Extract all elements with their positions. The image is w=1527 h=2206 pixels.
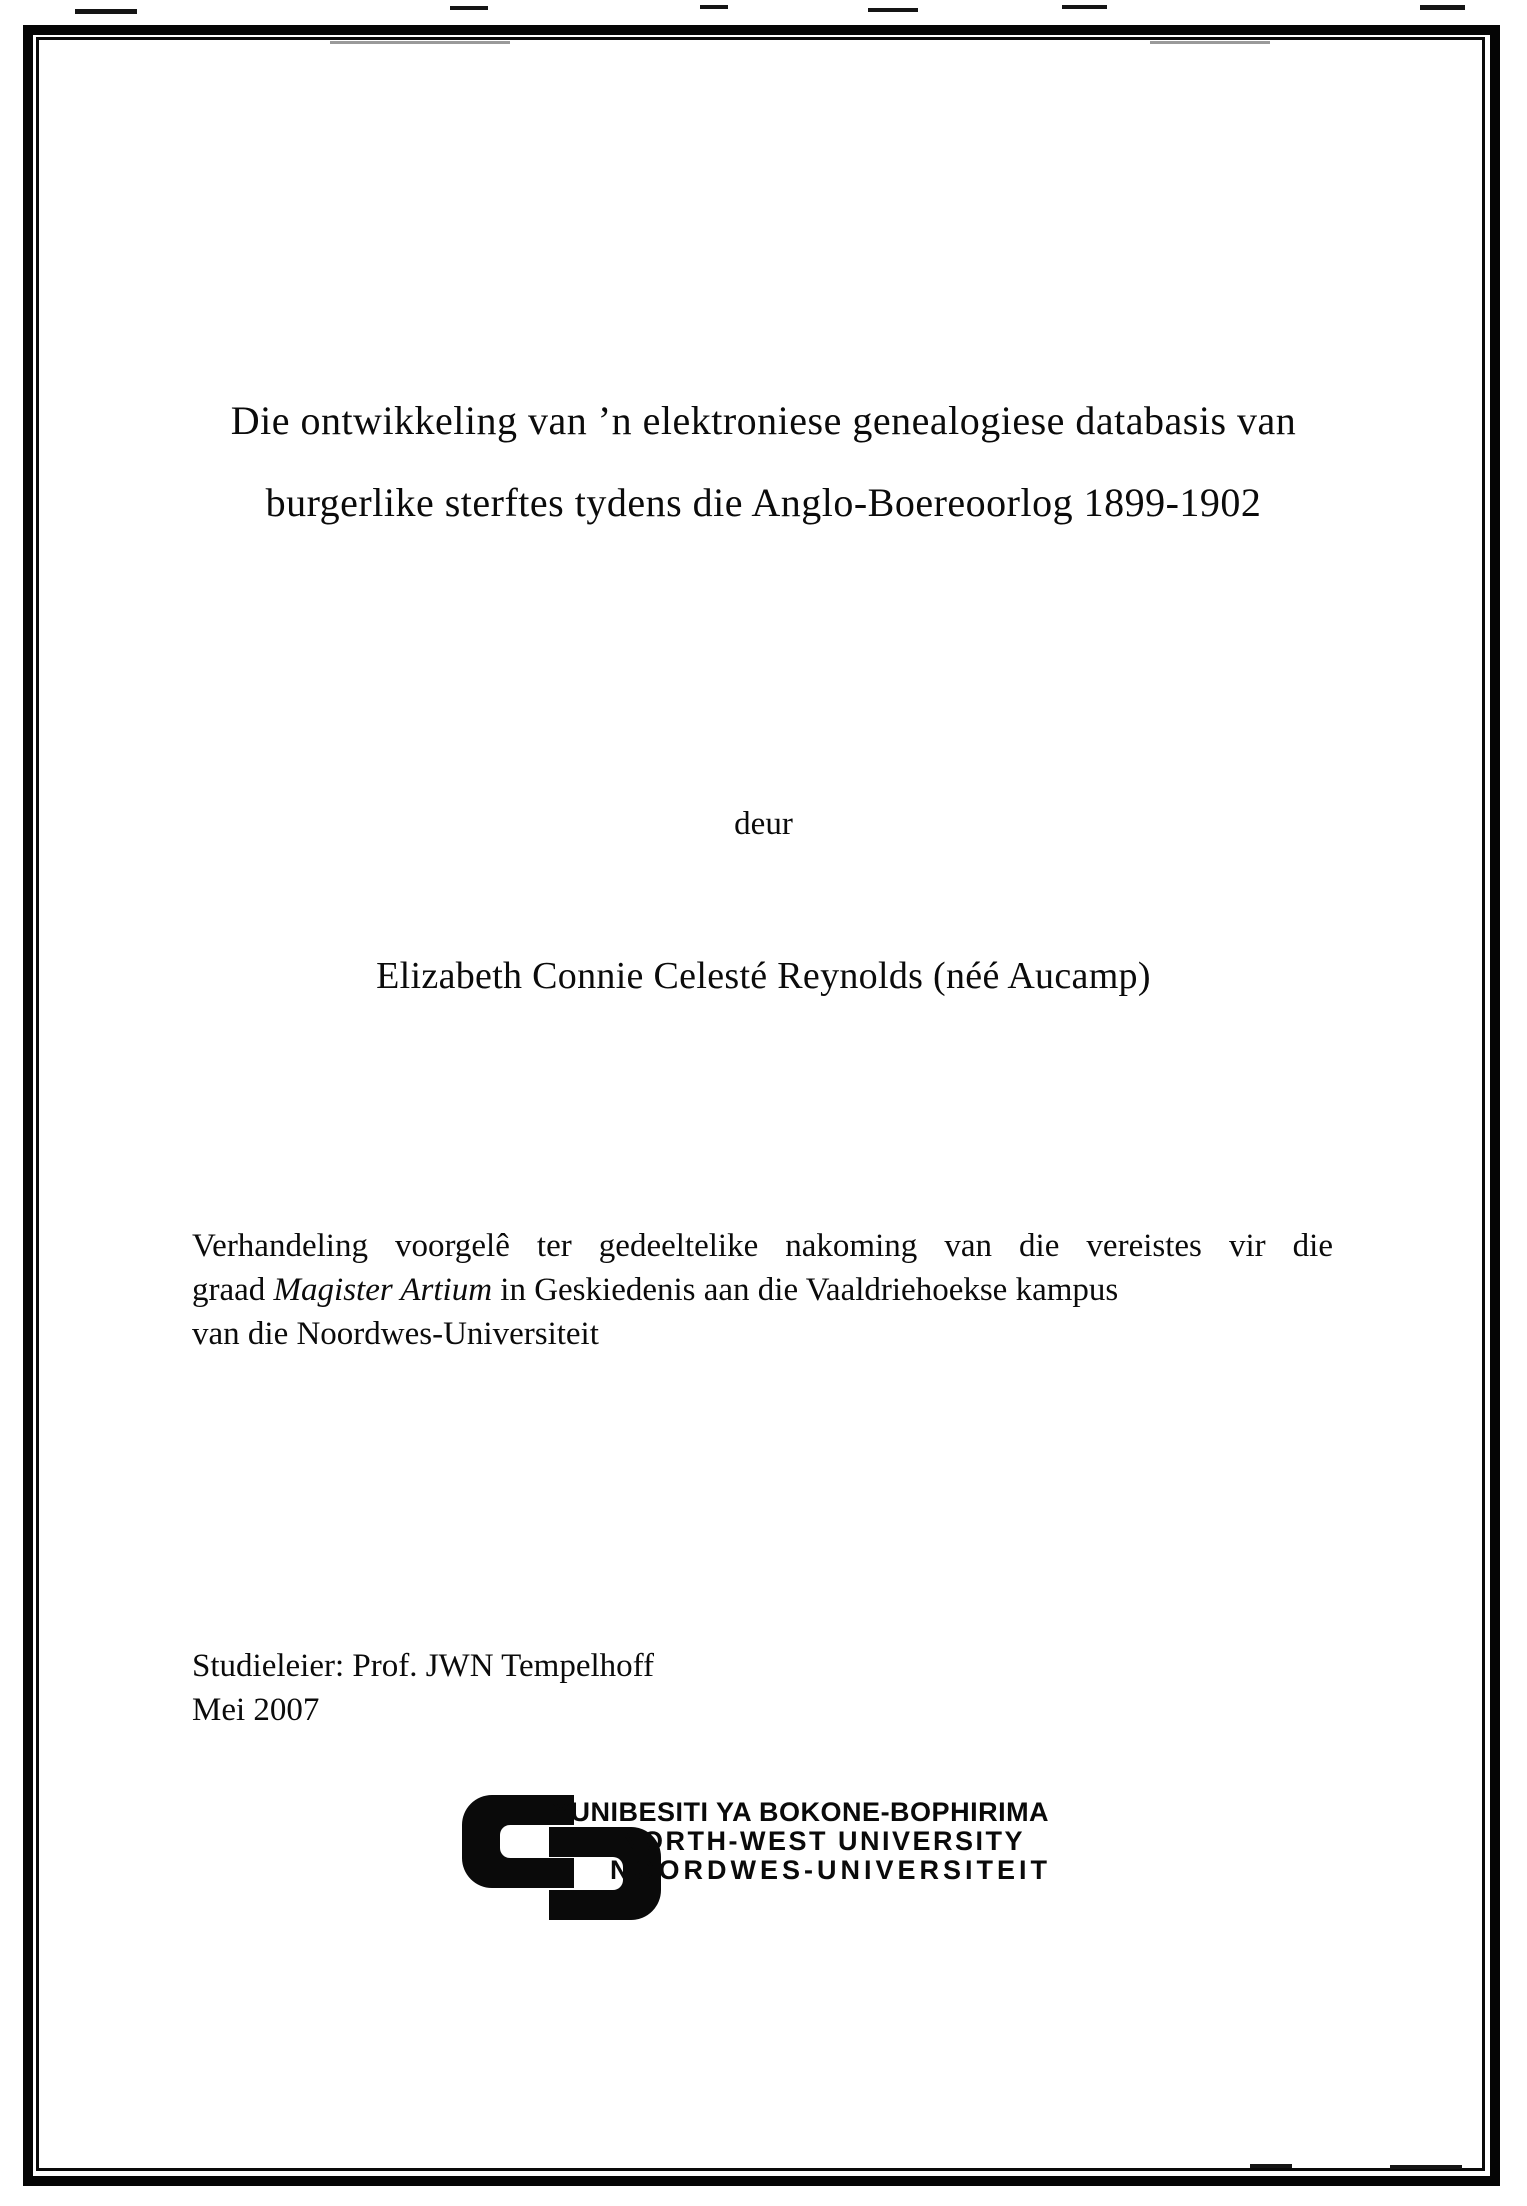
logo-line-afrikaans: NOORDWES-UNIVERSITEIT [610,1855,1052,1885]
scan-artifact [868,8,918,12]
author-name: Elizabeth Connie Celesté Reynolds (néé Aucamp) [376,955,1151,997]
logo-line-english: NORTH-WEST UNIVERSITY [620,1826,1026,1856]
thesis-title-line2: burgerlike sterftes tydens die Anglo-Boereoorlog 1899-1902 [265,480,1262,525]
scan-artifact [1420,5,1465,10]
university-logo-text [552,1798,1051,1885]
degree-statement-line1: Verhandeling voorgelê ter gedeeltelike nakoming van die vereistes vir die [192,1228,1333,1264]
degree-statement-line2 [192,1268,1333,1312]
degree-statement-line3: van die Noordwes-Universiteit [192,1316,599,1352]
byline-label: deur [734,806,793,842]
scan-artifact [1390,2165,1462,2169]
scan-artifact [1250,2164,1292,2168]
thesis-title [120,398,1407,526]
degree-statement-line2-prefix: graad [192,1272,274,1308]
scan-artifact [700,5,728,9]
date-line: Mei 2007 [192,1692,320,1728]
scan-artifact [330,41,510,44]
degree-statement-line2-suffix: in Geskiedenis aan die Vaaldriehoekse kampus [492,1272,1119,1308]
scan-artifact [1150,41,1270,44]
logo-line-setswana: YUNIBESITI YA BOKONE-BOPHIRIMA [552,1797,1050,1827]
scan-artifact [1062,5,1107,9]
scan-artifact [450,6,488,10]
thesis-title-line1: Die ontwikkeling van ’n elektroniese genealogiese databasis van [230,398,1297,443]
scan-artifact [75,9,137,14]
degree-name: Magister Artium [273,1272,493,1308]
degree-statement [192,1224,1333,1356]
supervisor-block [192,1644,654,1732]
university-logo [462,1795,1102,1935]
supervisor-line: Studieleier: Prof. JWN Tempelhoff [192,1648,655,1684]
